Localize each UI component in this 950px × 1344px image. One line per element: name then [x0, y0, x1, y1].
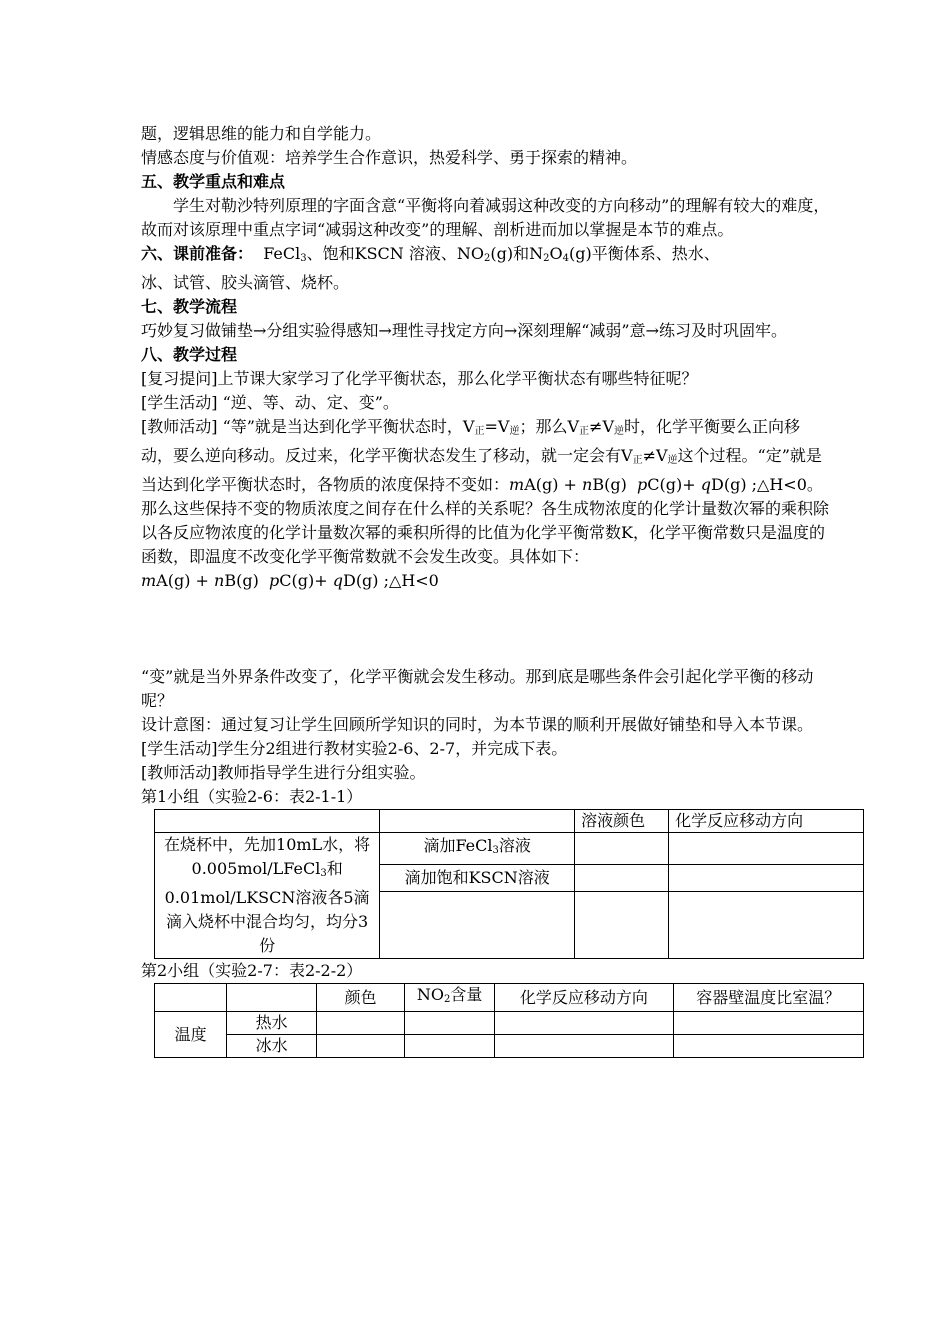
table-cell [669, 892, 864, 959]
table-cell [380, 892, 575, 959]
table-cell [495, 1012, 673, 1035]
table-caption: 第1小组（实验2-6：表2-1-1） [141, 787, 363, 806]
experiment-table-2 [154, 983, 864, 1058]
paragraph: “变”就是当外界条件改变了，化学平衡就会发生移动。那到底是哪些条件会引起化学平衡的移动呢？ [141, 667, 814, 710]
table-cell: 热水 [227, 1012, 317, 1035]
table-caption: 第2小组（实验2-7：表2-2-2） [141, 961, 363, 980]
table-cell [155, 984, 227, 1012]
paragraph: 冰、试管、胶头滴管、烧杯。 [141, 273, 350, 292]
section-heading: 六、课前准备： [141, 244, 254, 263]
table-cell [405, 1012, 495, 1035]
paragraph: 题，逻辑思维的能力和自学能力。 [141, 124, 382, 143]
table-cell [317, 1035, 405, 1058]
table-cell [669, 865, 864, 892]
paragraph: [学生活动] “逆、等、动、定、变”。 [141, 393, 399, 412]
table-cell [669, 833, 864, 865]
table-cell [155, 810, 380, 833]
table-cell [380, 810, 575, 833]
table-cell [575, 892, 669, 959]
table-cell: 滴加饱和KSCN溶液 [380, 865, 575, 892]
table-cell [405, 1035, 495, 1058]
blank-space [141, 593, 831, 665]
table-cell [575, 833, 669, 865]
section-heading: 五、教学重点和难点 [141, 172, 286, 191]
table-cell [495, 1035, 673, 1058]
table-cell [317, 1012, 405, 1035]
equation: mA(g) + nB(g) pC(g)+ qD(g) ;△H<0 [141, 571, 439, 590]
table-header-cell: 容器壁温度比室温？ [673, 984, 863, 1012]
paragraph: 学生对勒沙特列原理的字面含意“平衡将向着减弱这种改变的方向移动”的理解有较大的难度，故而对该原理中重点字词“减弱这种改变”的理解、剖析进而加以掌握是本节的难点。 [141, 196, 830, 239]
table-header-cell: $NO_2$含量 [405, 984, 495, 1012]
table-header-cell: 溶液颜色 [575, 810, 669, 833]
paragraph: 六、课前准备： FeCl$_3$、饱和KSCN 溶液、$NO_2(g)$和$N_2O_4(g)$平衡体系、热水、 [141, 244, 720, 264]
table-cell [673, 1035, 863, 1058]
table-header-cell: 化学反应移动方向 [669, 810, 864, 833]
table-cell [227, 984, 317, 1012]
paragraph: 设计意图：通过复习让学生回顾所学知识的同时，为本节课的顺利开展做好铺垫和导入本节课。 [141, 715, 814, 734]
document-page [141, 122, 841, 1058]
paragraph: [教师活动]教师指导学生进行分组实验。 [141, 763, 426, 782]
paragraph: 情感态度与价值观：培养学生合作意识，热爱科学、勇于探索的精神。 [141, 148, 638, 167]
table-cell: 冰水 [227, 1035, 317, 1058]
paragraph: [复习提问]上节课大家学习了化学平衡状态，那么化学平衡状态有哪些特征呢？ [141, 369, 698, 388]
section-heading: 八、教学过程 [141, 345, 238, 364]
table-cell: 温度 [155, 1012, 227, 1058]
paragraph: 巧妙复习做铺垫→分组实验得感知→理性寻找定方向→深刻理解“减弱”意→练习及时巩固牢。 [141, 321, 787, 340]
table-cell [575, 865, 669, 892]
paragraph: [学生活动]学生分2组进行教材实验2-6、2-7，并完成下表。 [141, 739, 568, 758]
section-heading: 七、教学流程 [141, 297, 238, 316]
table-cell: 在烧杯中，先加10mL水，将0.005mol/LFeCl$_3$和0.01mol/LKSCN溶液各5滴滴入烧杯中混合均匀，均分3份 [155, 833, 380, 959]
table-cell: 滴加FeCl$_3$溶液 [380, 833, 575, 865]
experiment-table-1 [154, 809, 864, 959]
paragraph: [教师活动] “等”就是当达到化学平衡状态时，$V_正=V_逆$；那么$V_正\ne V_逆$时，化学平衡要么正向移动，要么逆向移动。反过来，化学平衡状态发生了移动，就一定会有$V_正\ne V_逆$这个过程。“定”就是当达到化学平衡状态时，各物质的浓度保持不变如：mA(g) + nB(g) pC(g)+ qD(g) ;△H<0。那么这些保持不变的物质浓度之间存在什么样的关系呢？各生成物浓度的化学计量数次幂的乘积除以各反应物浓度的化学计量数次幂的乘积所得的比值为化学平衡常数K，化学平衡常数只是温度的函数，即温度不改变化学平衡常数就不会发生改变。具体如下： [141, 417, 830, 566]
table-cell [673, 1012, 863, 1035]
table-header-cell: 化学反应移动方向 [495, 984, 673, 1012]
table-header-cell: 颜色 [317, 984, 405, 1012]
